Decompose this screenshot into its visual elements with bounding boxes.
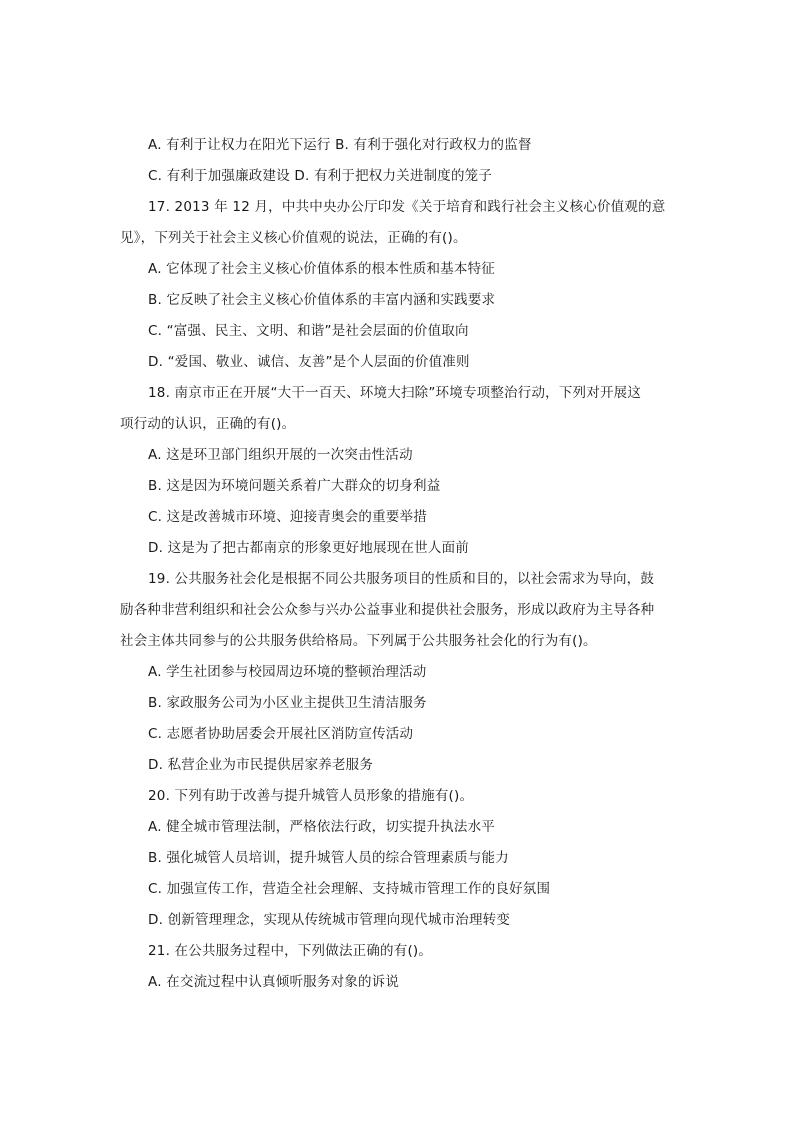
option-line: B. 家政服务公司为小区业主提供卫生清洁服务 — [148, 695, 427, 711]
option-line: C. 有利于加强廉政建设 D. 有利于把权力关进制度的笼子 — [148, 168, 493, 184]
question-19-continued: 励各种非营利组织和社会公众参与兴办公益事业和提供社会服务，形成以政府为主导各种 — [120, 602, 655, 618]
option-line: A. 这是环卫部门组织开展的一次突击性活动 — [148, 447, 413, 463]
option-line: C. 志愿者协助居委会开展社区消防宣传活动 — [148, 726, 414, 742]
option-line: C. 加强宣传工作，营造全社会理解、支持城市管理工作的良好氛围 — [148, 881, 551, 897]
option-line: B. 强化城管人员培训，提升城管人员的综合管理素质与能力 — [148, 850, 509, 866]
option-line: B. 这是因为环境问题关系着广大群众的切身利益 — [148, 478, 441, 494]
option-line: D. “爱国、敬业、诚信、友善”是个人层面的价值准则 — [148, 354, 470, 370]
option-line: B. 它反映了社会主义核心价值体系的丰富内涵和实践要求 — [148, 292, 496, 308]
option-line: D. 私营企业为市民提供居家养老服务 — [148, 757, 374, 773]
option-line: A. 有利于让权力在阳光下运行 B. 有利于强化对行政权力的监督 — [148, 137, 532, 153]
option-line: A. 在交流过程中认真倾听服务对象的诉说 — [148, 974, 400, 990]
option-line: A. 学生社团参与校园周边环境的整顿治理活动 — [148, 664, 427, 680]
option-line: A. 健全城市管理法制，严格依法行政，切实提升执法水平 — [148, 819, 495, 835]
question-18-continued: 项行动的认识，正确的有()。 — [120, 416, 296, 432]
option-line: C. “富强、民主、文明、和谐”是社会层面的价值取向 — [148, 323, 469, 339]
question-17: 17. 2013 年 12 月，中共中央办公厅印发《关于培育和践行社会主义核心价值观的意 — [148, 199, 666, 215]
question-19: 19. 公共服务社会化是根据不同公共服务项目的性质和目的，以社会需求为导向，鼓 — [148, 571, 655, 587]
question-18: 18. 南京市正在开展“大干一百天、环境大扫除”环境专项整治行动，下列对开展这 — [148, 385, 642, 401]
option-line: C. 这是改善城市环境、迎接青奥会的重要举措 — [148, 509, 427, 525]
question-20: 20. 下列有助于改善与提升城管人员形象的措施有()。 — [148, 788, 474, 804]
option-line: A. 它体现了社会主义核心价值体系的根本性质和基本特征 — [148, 261, 495, 277]
option-line: D. 这是为了把古都南京的形象更好地展现在世人面前 — [148, 540, 469, 556]
question-21: 21. 在公共服务过程中，下列做法正确的有()。 — [148, 943, 433, 959]
question-19-continued: 社会主体共同参与的公共服务供给格局。下列属于公共服务社会化的行为有()。 — [120, 633, 597, 649]
option-line: D. 创新管理理念，实现从传统城市管理向现代城市治理转变 — [148, 912, 511, 928]
question-17-continued: 见》，下列关于社会主义核心价值观的说法，正确的有()。 — [120, 230, 467, 246]
